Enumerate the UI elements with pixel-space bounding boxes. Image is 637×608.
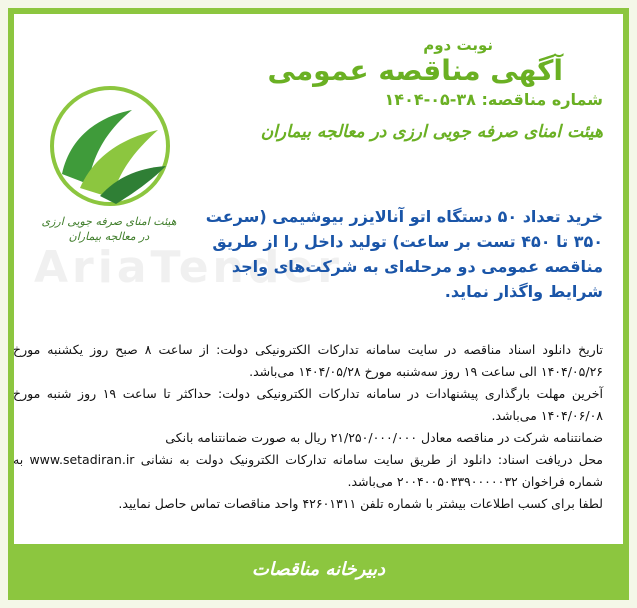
download-date: تاریخ دانلود اسناد مناقصه در سایت سامانه تدارکات الکترونیکی دولت: از ساعت ۸ صبح روز یکشنبه مورخ ۱۴۰۴/۰۵/۲۶ الی ساعت ۱۹ روز سه‌شنبه مورخ ۱۴۰۴/۰۵/۲۸ می‌باشد. [13, 342, 604, 379]
round-label: نوبت دوم [423, 36, 493, 54]
document-source: محل دریافت اسناد: دانلود از طریق سایت سامانه تدارکات الکترونیک دولت به نشانی www.setadiran.ir به شماره فراخوان ۲۰۰۴۰۰۵۰۳۳۹۰۰۰۰۰۳۲ می‌باشد. [13, 452, 604, 489]
tender-number: شماره مناقصه: ۳۸-۰۵-۱۴۰۴ [384, 90, 603, 109]
tender-details [13, 339, 603, 515]
organization-logo-icon [40, 76, 180, 236]
logo-caption-line1: هیئت امنای صرفه جویی ارزی [41, 215, 177, 228]
logo-caption [34, 214, 184, 244]
logo-caption-line2: در معالجه بیماران [68, 230, 150, 243]
ad-header [203, 36, 603, 142]
footer-bar [14, 544, 623, 594]
guarantee-amount: ضمانتنامه شرکت در مناقصه معادل ۲۱/۲۵۰/۰۰۰/۰۰۰ ریال به صورت ضمانتنامه بانکی [165, 430, 603, 445]
board-name: هیئت امنای صرفه جویی ارزی در معالجه بیماران [260, 122, 603, 142]
watermark: AriaTender [34, 242, 343, 293]
contact-info: لطفا برای کسب اطلاعات بیشتر با شماره تلفن ۴۲۶۰۱۳۱۱ واحد مناقصات تماس حاصل نمایید. [118, 496, 603, 511]
submission-deadline: آخرین مهلت بارگذاری پیشنهادات در سامانه تدارکات الکترونیکی دولت: حداکثر تا ساعت ۱۹ روز شنبه مورخ ۱۴۰۴/۰۶/۰۸ می‌باشد. [13, 386, 603, 423]
ad-frame [8, 8, 629, 600]
ad-title: آگهی مناقصه عمومی [267, 54, 563, 87]
tender-headline: خرید تعداد ۵۰ دستگاه اتو آنالایزر بیوشیمی (سرعت ۳۵۰ تا ۴۵۰ تست بر ساعت) تولید داخل را از طریق مناقصه عمومی دو مرحله‌ای به شرکت‌های واجد شرایط واگذار نماید. [205, 207, 603, 301]
footer-label: دبیرخانه مناقصات [251, 558, 386, 580]
